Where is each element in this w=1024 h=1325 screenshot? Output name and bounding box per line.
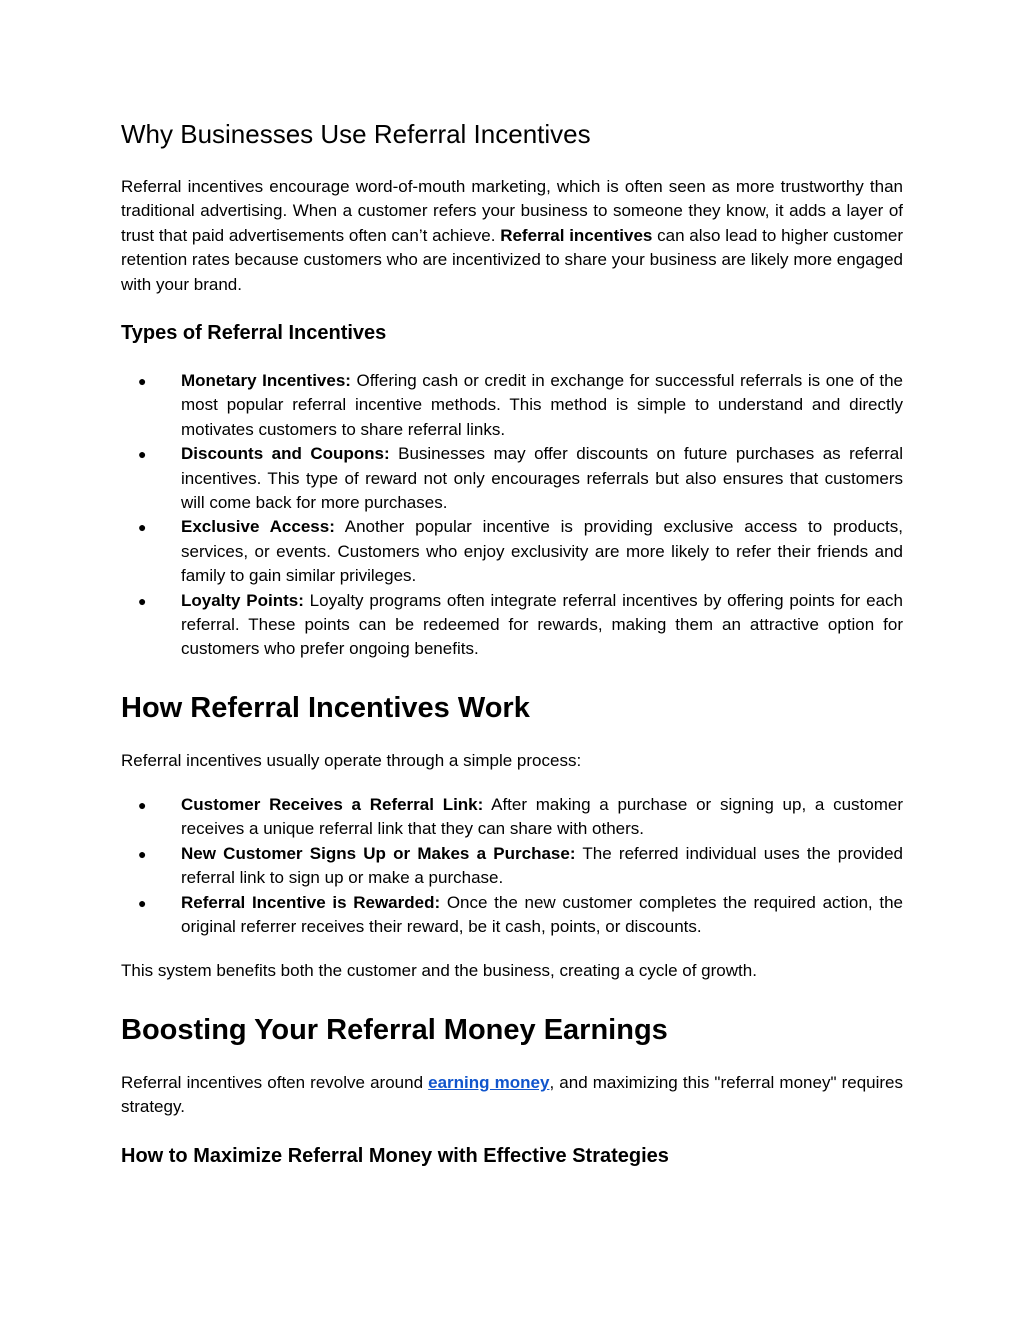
bullet-icon: ● bbox=[138, 894, 147, 911]
heading-types-of-referral-incentives: Types of Referral Incentives bbox=[121, 322, 387, 344]
list-item bbox=[121, 793, 903, 842]
heading-maximize-referral-money: How to Maximize Referral Money with Effective Strategies bbox=[121, 1145, 669, 1167]
list-item bbox=[121, 891, 903, 940]
list-item-title: Referral Incentive is Rewarded: bbox=[181, 892, 441, 912]
list-incentive-types bbox=[121, 369, 903, 662]
list-item-text: After making a purchase or signing up, a customer receives a unique referral link that they can share with others. bbox=[181, 795, 903, 839]
paragraph-text: can also lead to higher customer retention rates because customers who are incentivized to share your business are likely more engaged with your brand. bbox=[121, 225, 903, 294]
bullet-icon: ● bbox=[138, 446, 147, 463]
paragraph-text: , and maximizing this "referral money" requires strategy. bbox=[121, 1073, 903, 1117]
paragraph-why-businesses bbox=[121, 175, 903, 297]
list-item-title: New Customer Signs Up or Makes a Purchase: bbox=[181, 843, 576, 863]
paragraph-text: Referral incentives encourage word-of-mouth marketing, which is often seen as more trustworthy than traditional advertising. When a customer refers your business to someone they know, it adds a layer of trust that paid advertisements often can’t achieve. bbox=[121, 177, 903, 245]
heading-boosting-referral-money: Boosting Your Referral Money Earnings bbox=[121, 1014, 668, 1046]
list-item-text: Once the new customer completes the required action, the original referrer receives their reward, be it cash, points, or discounts. bbox=[181, 892, 903, 937]
paragraph-boosting-referral-money bbox=[121, 1071, 903, 1120]
bullet-icon: ● bbox=[138, 373, 147, 389]
list-item-text: Another popular incentive is providing exclusive access to products, services, or events. Customers who enjoy exclusivity are more likely to refer their friends and family to gain similar privileges. bbox=[181, 517, 903, 586]
heading-how-referral-incentives-work: How Referral Incentives Work bbox=[121, 692, 530, 724]
list-item bbox=[121, 369, 903, 442]
list-item-title: Monetary Incentives: bbox=[181, 371, 351, 390]
list-item bbox=[121, 442, 903, 515]
list-item-text: Loyalty programs often integrate referral incentives by offering points for each referral. These points can be redeemed for rewards, making them an attractive option for customers who prefer ongoing benefits. bbox=[181, 590, 903, 659]
list-item bbox=[121, 842, 903, 891]
list-item bbox=[121, 589, 903, 662]
bullet-icon: ● bbox=[138, 592, 147, 609]
list-item-title: Discounts and Coupons: bbox=[181, 444, 390, 464]
earning-money-link[interactable]: earning money bbox=[428, 1073, 550, 1092]
bullet-icon: ● bbox=[138, 845, 147, 862]
list-item-text: Businesses may offer discounts on future purchases as referral incentives. This type of reward not only encourages referrals but also ensures that customers will come back for more purchases. bbox=[181, 444, 903, 513]
list-process-steps bbox=[121, 793, 903, 939]
list-item-title: Exclusive Access: bbox=[181, 517, 335, 537]
bullet-icon: ● bbox=[138, 519, 147, 536]
list-item bbox=[121, 515, 903, 588]
list-item-text: Offering cash or credit in exchange for successful referrals is one of the most popular referral incentive methods. This method is simple to understand and directly motivates customers to share referral links. bbox=[181, 371, 903, 439]
list-item-text: The referred individual uses the provided referral link to sign up or make a purchase. bbox=[181, 843, 903, 888]
heading-why-businesses: Why Businesses Use Referral Incentives bbox=[121, 119, 591, 149]
list-item-title: Loyalty Points: bbox=[181, 590, 304, 610]
paragraph-process-intro: Referral incentives usually operate through a simple process: bbox=[121, 751, 582, 770]
paragraph-bold-text: Referral incentives bbox=[500, 225, 653, 245]
paragraph-text: Referral incentives often revolve around bbox=[121, 1073, 429, 1092]
paragraph-process-outro: This system benefits both the customer and the business, creating a cycle of growth. bbox=[121, 961, 757, 980]
list-item-title: Customer Receives a Referral Link: bbox=[181, 795, 484, 814]
bullet-icon: ● bbox=[138, 797, 147, 813]
